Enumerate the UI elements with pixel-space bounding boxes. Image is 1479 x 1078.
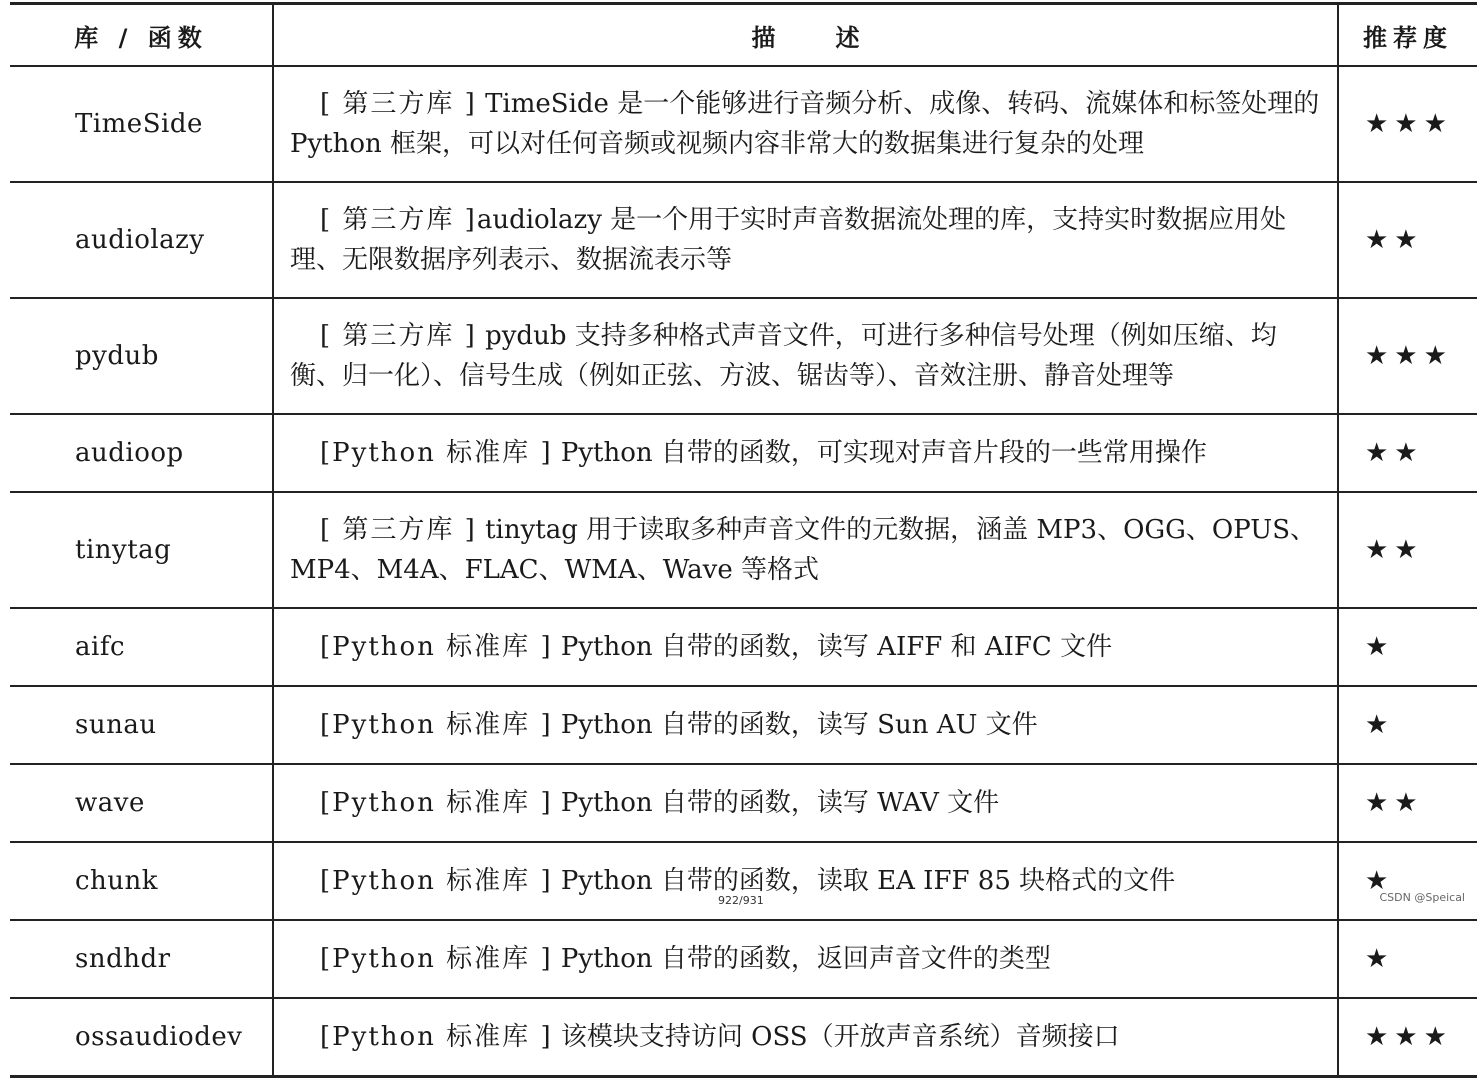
library-name: TimeSide <box>10 66 273 182</box>
library-name: audioop <box>10 414 273 492</box>
table-row <box>10 764 1477 842</box>
library-category-tag: [ 第三方库 ] <box>320 321 477 351</box>
library-category-tag: [ 第三方库 ] <box>320 89 477 119</box>
star-rating: ★ <box>1338 686 1477 764</box>
table-row <box>10 608 1477 686</box>
header-library: 库 / 函数 <box>10 4 273 67</box>
library-description-text: audiolazy 是一个用于实时声音数据流处理的库，支持实时数据应用处理、无限数据序列表示、数据流表示等 <box>290 205 1287 275</box>
table-row <box>10 182 1477 298</box>
library-description <box>273 998 1338 1077</box>
library-description-text: Python 自带的函数，读写 AIFF 和 AIFC 文件 <box>552 632 1113 662</box>
library-name: sndhdr <box>10 920 273 998</box>
header-description: 描述 <box>273 4 1338 67</box>
table-row <box>10 492 1477 608</box>
library-name: wave <box>10 764 273 842</box>
star-rating: ★★ <box>1338 414 1477 492</box>
library-description <box>273 492 1338 608</box>
table-row <box>10 686 1477 764</box>
star-rating: ★★★ <box>1338 298 1477 414</box>
star-rating: ★★ <box>1338 182 1477 298</box>
star-rating: ★★ <box>1338 492 1477 608</box>
table-row <box>10 414 1477 492</box>
library-description <box>273 920 1338 998</box>
star-rating: ★★★ <box>1338 998 1477 1077</box>
star-rating: ★ <box>1338 920 1477 998</box>
library-description <box>273 764 1338 842</box>
library-description-text: tinytag 用于读取多种声音文件的元数据，涵盖 MP3、OGG、OPUS、MP4、M4A、FLAC、WMA、Wave 等格式 <box>290 515 1317 585</box>
table-row <box>10 66 1477 182</box>
library-description-text: Python 自带的函数，读取 EA IFF 85 块格式的文件 <box>552 866 1176 896</box>
library-category-tag: [Python 标准库 ] <box>320 710 553 740</box>
library-category-tag: [Python 标准库 ] <box>320 866 553 896</box>
library-category-tag: [ 第三方库 ] <box>320 515 477 545</box>
library-category-tag: [ 第三方库 ] <box>320 205 477 235</box>
table-header-row <box>10 4 1477 67</box>
star-rating: ★★★ <box>1338 66 1477 182</box>
library-description <box>273 686 1338 764</box>
library-description <box>273 298 1338 414</box>
library-category-tag: [Python 标准库 ] <box>320 944 553 974</box>
library-name: sunau <box>10 686 273 764</box>
library-name: audiolazy <box>10 182 273 298</box>
library-table-container <box>10 2 1477 1052</box>
library-category-tag: [Python 标准库 ] <box>320 438 553 468</box>
library-category-tag: [Python 标准库 ] <box>320 1022 553 1052</box>
header-recommendation: 推荐度 <box>1338 4 1477 67</box>
library-description-text: Python 自带的函数，返回声音文件的类型 <box>552 944 1051 974</box>
library-description-text: 该模块支持访问 OSS（开放声音系统）音频接口 <box>552 1022 1120 1052</box>
library-category-tag: [Python 标准库 ] <box>320 788 553 818</box>
library-name: tinytag <box>10 492 273 608</box>
library-name: pydub <box>10 298 273 414</box>
table-row <box>10 998 1477 1077</box>
library-description <box>273 66 1338 182</box>
library-description <box>273 182 1338 298</box>
library-name: aifc <box>10 608 273 686</box>
table-row <box>10 920 1477 998</box>
library-category-tag: [Python 标准库 ] <box>320 632 553 662</box>
star-rating: ★ <box>1338 842 1477 920</box>
page-number: 922/931 <box>718 894 764 907</box>
audio-library-table <box>10 2 1477 1078</box>
library-description <box>273 608 1338 686</box>
csdn-watermark: CSDN @Speical <box>1379 891 1465 904</box>
table-row <box>10 842 1477 920</box>
star-rating: ★ <box>1338 608 1477 686</box>
library-description-text: Python 自带的函数，可实现对声音片段的一些常用操作 <box>552 438 1207 468</box>
library-description-text: TimeSide 是一个能够进行音频分析、成像、转码、流媒体和标签处理的 Python 框架，可以对任何音频或视频内容非常大的数据集进行复杂的处理 <box>290 89 1320 159</box>
library-name: ossaudiodev <box>10 998 273 1077</box>
star-rating: ★★ <box>1338 764 1477 842</box>
library-description-text: pydub 支持多种格式声音文件，可进行多种信号处理（例如压缩、均衡、归一化）、信号生成（例如正弦、方波、锯齿等）、音效注册、静音处理等 <box>290 321 1277 391</box>
table-row <box>10 298 1477 414</box>
library-description-text: Python 自带的函数，读写 Sun AU 文件 <box>552 710 1038 740</box>
library-description <box>273 842 1338 920</box>
library-name: chunk <box>10 842 273 920</box>
library-description-text: Python 自带的函数，读写 WAV 文件 <box>552 788 1000 818</box>
library-description <box>273 414 1338 492</box>
